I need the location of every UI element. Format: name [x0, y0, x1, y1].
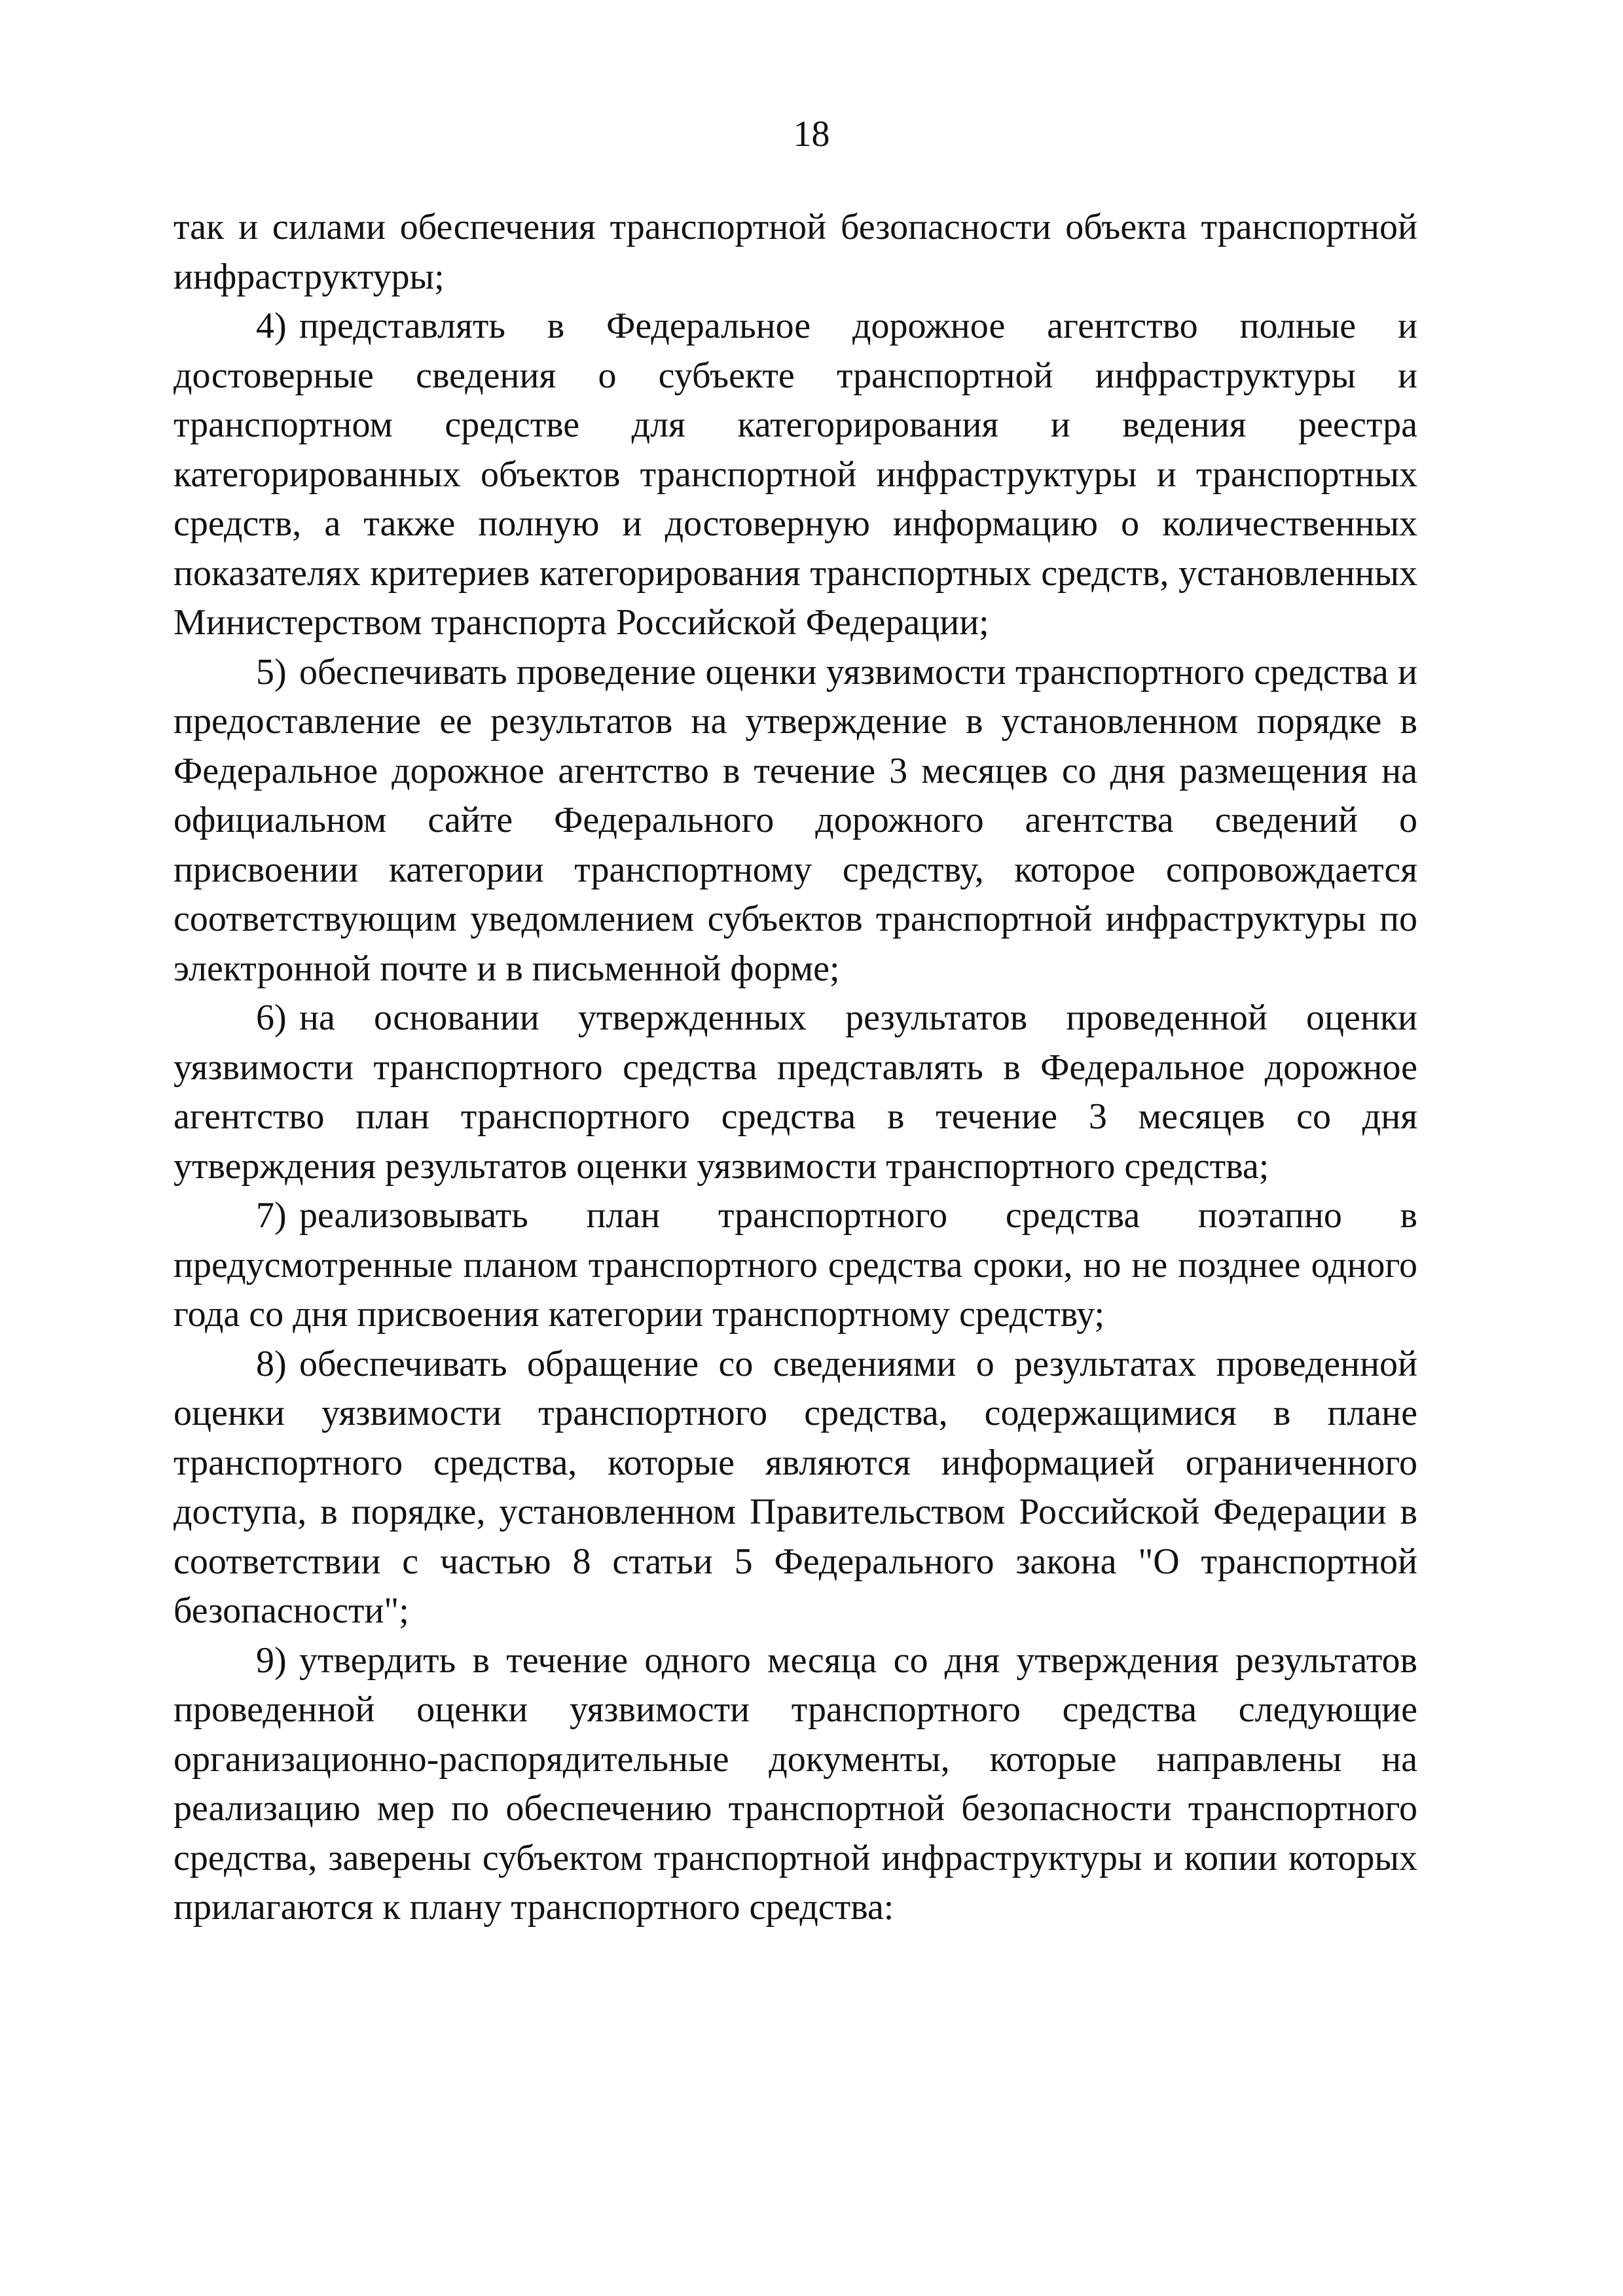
page-number: 18 [793, 114, 830, 154]
list-item-number: 4) [256, 306, 287, 346]
list-item-number: 6) [256, 997, 287, 1038]
list-item-text: обеспечивать обращение со сведениями о результатах проведенной оценки уязвимости транспортного средства, содержащимися в плане транспортного средства, которые являются информацией ограниченного доступа, в порядке, установленном Правительством Российской Федерации в соответствии с частью 8 статьи 5 Федерального закона "О транспортной безопасности"; [173, 1343, 1417, 1631]
list-item-number: 8) [256, 1343, 287, 1384]
list-item-4 [173, 302, 1417, 648]
list-item-number: 7) [256, 1195, 287, 1236]
list-item-number: 5) [256, 651, 287, 692]
paragraph-text: так и силами обеспечения транспортной безопасности объекта транспортной инфраструктуры; [173, 207, 1417, 297]
list-item-text: представлять в Федеральное дорожное агентство полные и достоверные сведения о субъекте транспортной инфраструктуры и транспортном средстве для категорирования и ведения реестра категорированных объектов транспортной инфраструктуры и транспортных средств, а также полную и достоверную информацию о количественных показателях критериев категорирования транспортных средств, установленных Министерством транспорта Российской Федерации; [173, 306, 1417, 643]
list-item-text: утвердить в течение одного месяца со дня утверждения результатов проведенной оценки уязвимости транспортного средства следующие организационно-распорядительные документы, которые направлены на реализацию мер по обеспечению транспортной безопасности транспортного средства, заверены субъектом транспортной инфраструктуры и копии которых прилагаются к плану транспортного средства: [173, 1640, 1417, 1928]
list-item-text: обеспечивать проведение оценки уязвимости транспортного средства и предоставление ее результатов на утверждение в установленном порядке в Федеральное дорожное агентство в течение 3 месяцев со дня размещения на официальном сайте Федерального дорожного агентства сведений о присвоении категории транспортному средству, которое сопровождается соответствующим уведомлением субъектов транспортной инфраструктуры по электронной почте и в письменной форме; [173, 651, 1417, 989]
list-item-number: 9) [256, 1640, 287, 1681]
list-item-text: на основании утвержденных результатов проведенной оценки уязвимости транспортного средства представлять в Федеральное дорожное агентство план транспортного средства в течение 3 месяцев со дня утверждения результатов оценки уязвимости транспортного средства; [173, 997, 1417, 1187]
list-item-5 [173, 648, 1417, 994]
list-item-8 [173, 1340, 1417, 1636]
list-item-9 [173, 1636, 1417, 1933]
list-item-7 [173, 1191, 1417, 1340]
list-item-text: реализовывать план транспортного средства поэтапно в предусмотренные планом транспортного средства сроки, но не позднее одного года со дня присвоения категории транспортному средству; [173, 1195, 1417, 1335]
list-item-6 [173, 994, 1417, 1191]
document-body [173, 203, 1417, 1933]
paragraph-continuation [173, 203, 1417, 302]
